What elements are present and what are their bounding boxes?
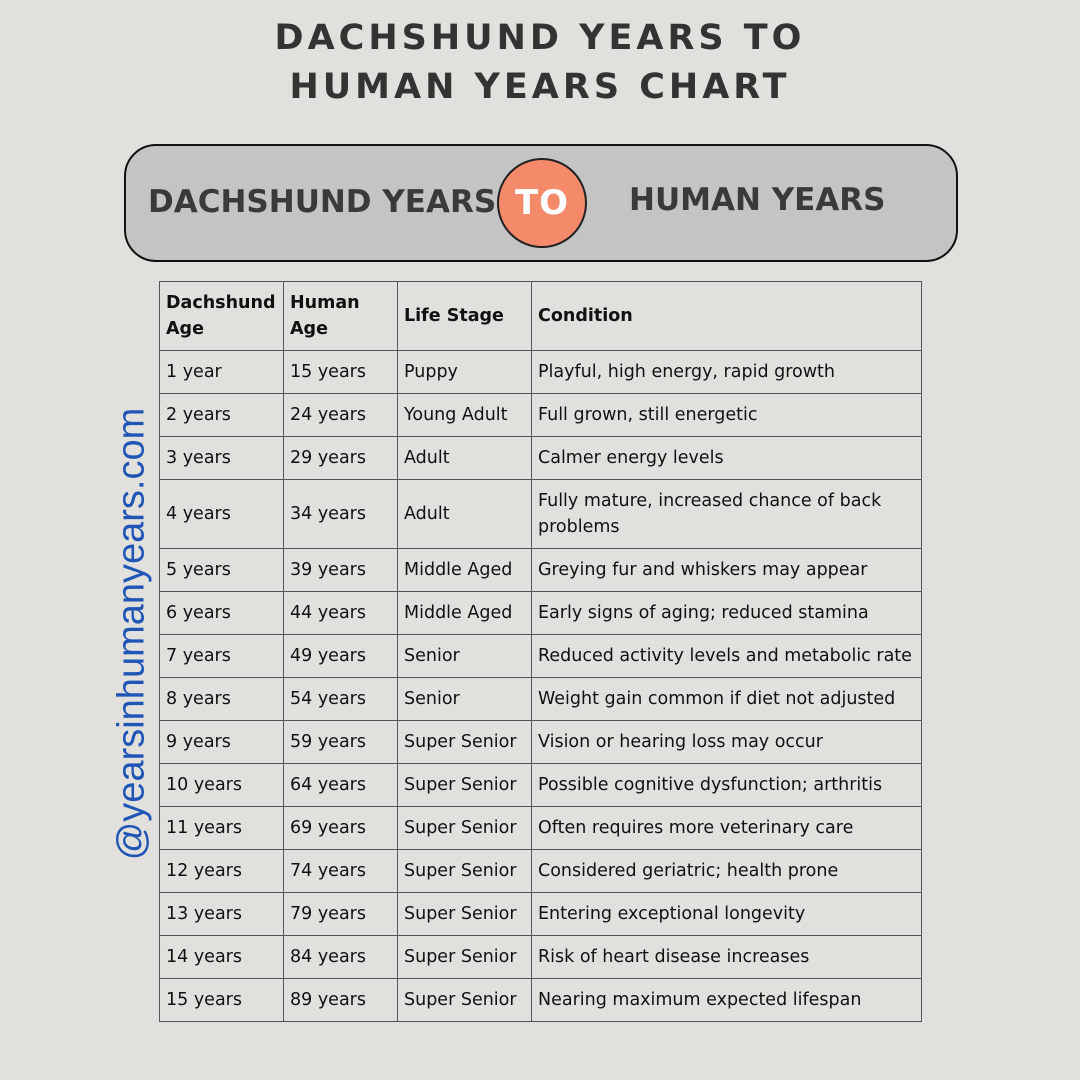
- human-age-cell: 29 years: [284, 437, 398, 480]
- age-conversion-table: [159, 281, 922, 1022]
- dachshund-age-cell: 12 years: [160, 850, 284, 893]
- header-line: Human: [290, 293, 360, 313]
- table-row: [160, 394, 922, 437]
- table-row: [160, 437, 922, 480]
- dachshund-age-cell: 11 years: [160, 807, 284, 850]
- header-line: Dachshund: [166, 293, 276, 313]
- header-dachshund-age: [160, 282, 284, 351]
- header-line: Age: [166, 319, 204, 339]
- condition-cell: Often requires more veterinary care: [532, 807, 922, 850]
- header-life-stage: Life Stage: [398, 282, 532, 351]
- dachshund-age-cell: 3 years: [160, 437, 284, 480]
- table-row: [160, 850, 922, 893]
- table-row: [160, 764, 922, 807]
- condition-cell: Weight gain common if diet not adjusted: [532, 678, 922, 721]
- life-stage-cell: Adult: [398, 480, 532, 549]
- condition-cell: Greying fur and whiskers may appear: [532, 549, 922, 592]
- table-row: [160, 936, 922, 979]
- dachshund-age-cell: 15 years: [160, 979, 284, 1022]
- life-stage-cell: Young Adult: [398, 394, 532, 437]
- condition-cell: Nearing maximum expected lifespan: [532, 979, 922, 1022]
- dachshund-age-cell: 2 years: [160, 394, 284, 437]
- dachshund-age-cell: 10 years: [160, 764, 284, 807]
- condition-cell: Considered geriatric; health prone: [532, 850, 922, 893]
- life-stage-cell: Super Senior: [398, 764, 532, 807]
- condition-cell: Full grown, still energetic: [532, 394, 922, 437]
- dachshund-age-cell: 4 years: [160, 480, 284, 549]
- dachshund-age-cell: 5 years: [160, 549, 284, 592]
- table-row: [160, 635, 922, 678]
- table-row: [160, 979, 922, 1022]
- table-header-row: [160, 282, 922, 351]
- condition-cell: Risk of heart disease increases: [532, 936, 922, 979]
- human-age-cell: 54 years: [284, 678, 398, 721]
- header-human-age: [284, 282, 398, 351]
- page-title: [0, 14, 1080, 112]
- title-line-2: HUMAN YEARS CHART: [289, 67, 791, 107]
- human-age-cell: 84 years: [284, 936, 398, 979]
- human-age-cell: 49 years: [284, 635, 398, 678]
- table-row: [160, 592, 922, 635]
- condition-cell: Vision or hearing loss may occur: [532, 721, 922, 764]
- life-stage-cell: Middle Aged: [398, 549, 532, 592]
- table-row: [160, 678, 922, 721]
- life-stage-cell: Super Senior: [398, 721, 532, 764]
- life-stage-cell: Super Senior: [398, 850, 532, 893]
- table-row: [160, 807, 922, 850]
- website-watermark: @yearsinhumanyears.com: [110, 407, 153, 861]
- life-stage-cell: Puppy: [398, 351, 532, 394]
- dachshund-age-cell: 7 years: [160, 635, 284, 678]
- header-condition: Condition: [532, 282, 922, 351]
- to-badge: TO: [497, 158, 587, 248]
- life-stage-cell: Super Senior: [398, 936, 532, 979]
- condition-cell: Fully mature, increased chance of back problems: [532, 480, 922, 549]
- human-age-cell: 69 years: [284, 807, 398, 850]
- condition-cell: Entering exceptional longevity: [532, 893, 922, 936]
- table-row: [160, 721, 922, 764]
- dachshund-age-cell: 9 years: [160, 721, 284, 764]
- life-stage-cell: Super Senior: [398, 979, 532, 1022]
- condition-cell: Reduced activity levels and metabolic rate: [532, 635, 922, 678]
- dachshund-age-cell: 6 years: [160, 592, 284, 635]
- human-age-cell: 89 years: [284, 979, 398, 1022]
- header-line: Age: [290, 319, 328, 339]
- life-stage-cell: Senior: [398, 678, 532, 721]
- human-age-cell: 44 years: [284, 592, 398, 635]
- condition-cell: Playful, high energy, rapid growth: [532, 351, 922, 394]
- dachshund-age-cell: 1 year: [160, 351, 284, 394]
- human-age-cell: 64 years: [284, 764, 398, 807]
- table-row: [160, 893, 922, 936]
- human-age-cell: 59 years: [284, 721, 398, 764]
- life-stage-cell: Adult: [398, 437, 532, 480]
- human-age-cell: 24 years: [284, 394, 398, 437]
- life-stage-cell: Super Senior: [398, 807, 532, 850]
- human-age-cell: 74 years: [284, 850, 398, 893]
- dachshund-age-cell: 14 years: [160, 936, 284, 979]
- condition-cell: Possible cognitive dysfunction; arthritis: [532, 764, 922, 807]
- life-stage-cell: Senior: [398, 635, 532, 678]
- banner-left-label: DACHSHUND YEARS: [148, 184, 497, 220]
- condition-cell: Early signs of aging; reduced stamina: [532, 592, 922, 635]
- dachshund-age-cell: 13 years: [160, 893, 284, 936]
- table-row: [160, 480, 922, 549]
- life-stage-cell: Middle Aged: [398, 592, 532, 635]
- human-age-cell: 39 years: [284, 549, 398, 592]
- life-stage-cell: Super Senior: [398, 893, 532, 936]
- human-age-cell: 79 years: [284, 893, 398, 936]
- condition-cell: Calmer energy levels: [532, 437, 922, 480]
- banner-right-label: HUMAN YEARS: [629, 182, 886, 218]
- table-row: [160, 351, 922, 394]
- human-age-cell: 34 years: [284, 480, 398, 549]
- conversion-banner: [124, 144, 958, 262]
- human-age-cell: 15 years: [284, 351, 398, 394]
- dachshund-age-cell: 8 years: [160, 678, 284, 721]
- table-row: [160, 549, 922, 592]
- title-line-1: DACHSHUND YEARS TO: [274, 18, 806, 58]
